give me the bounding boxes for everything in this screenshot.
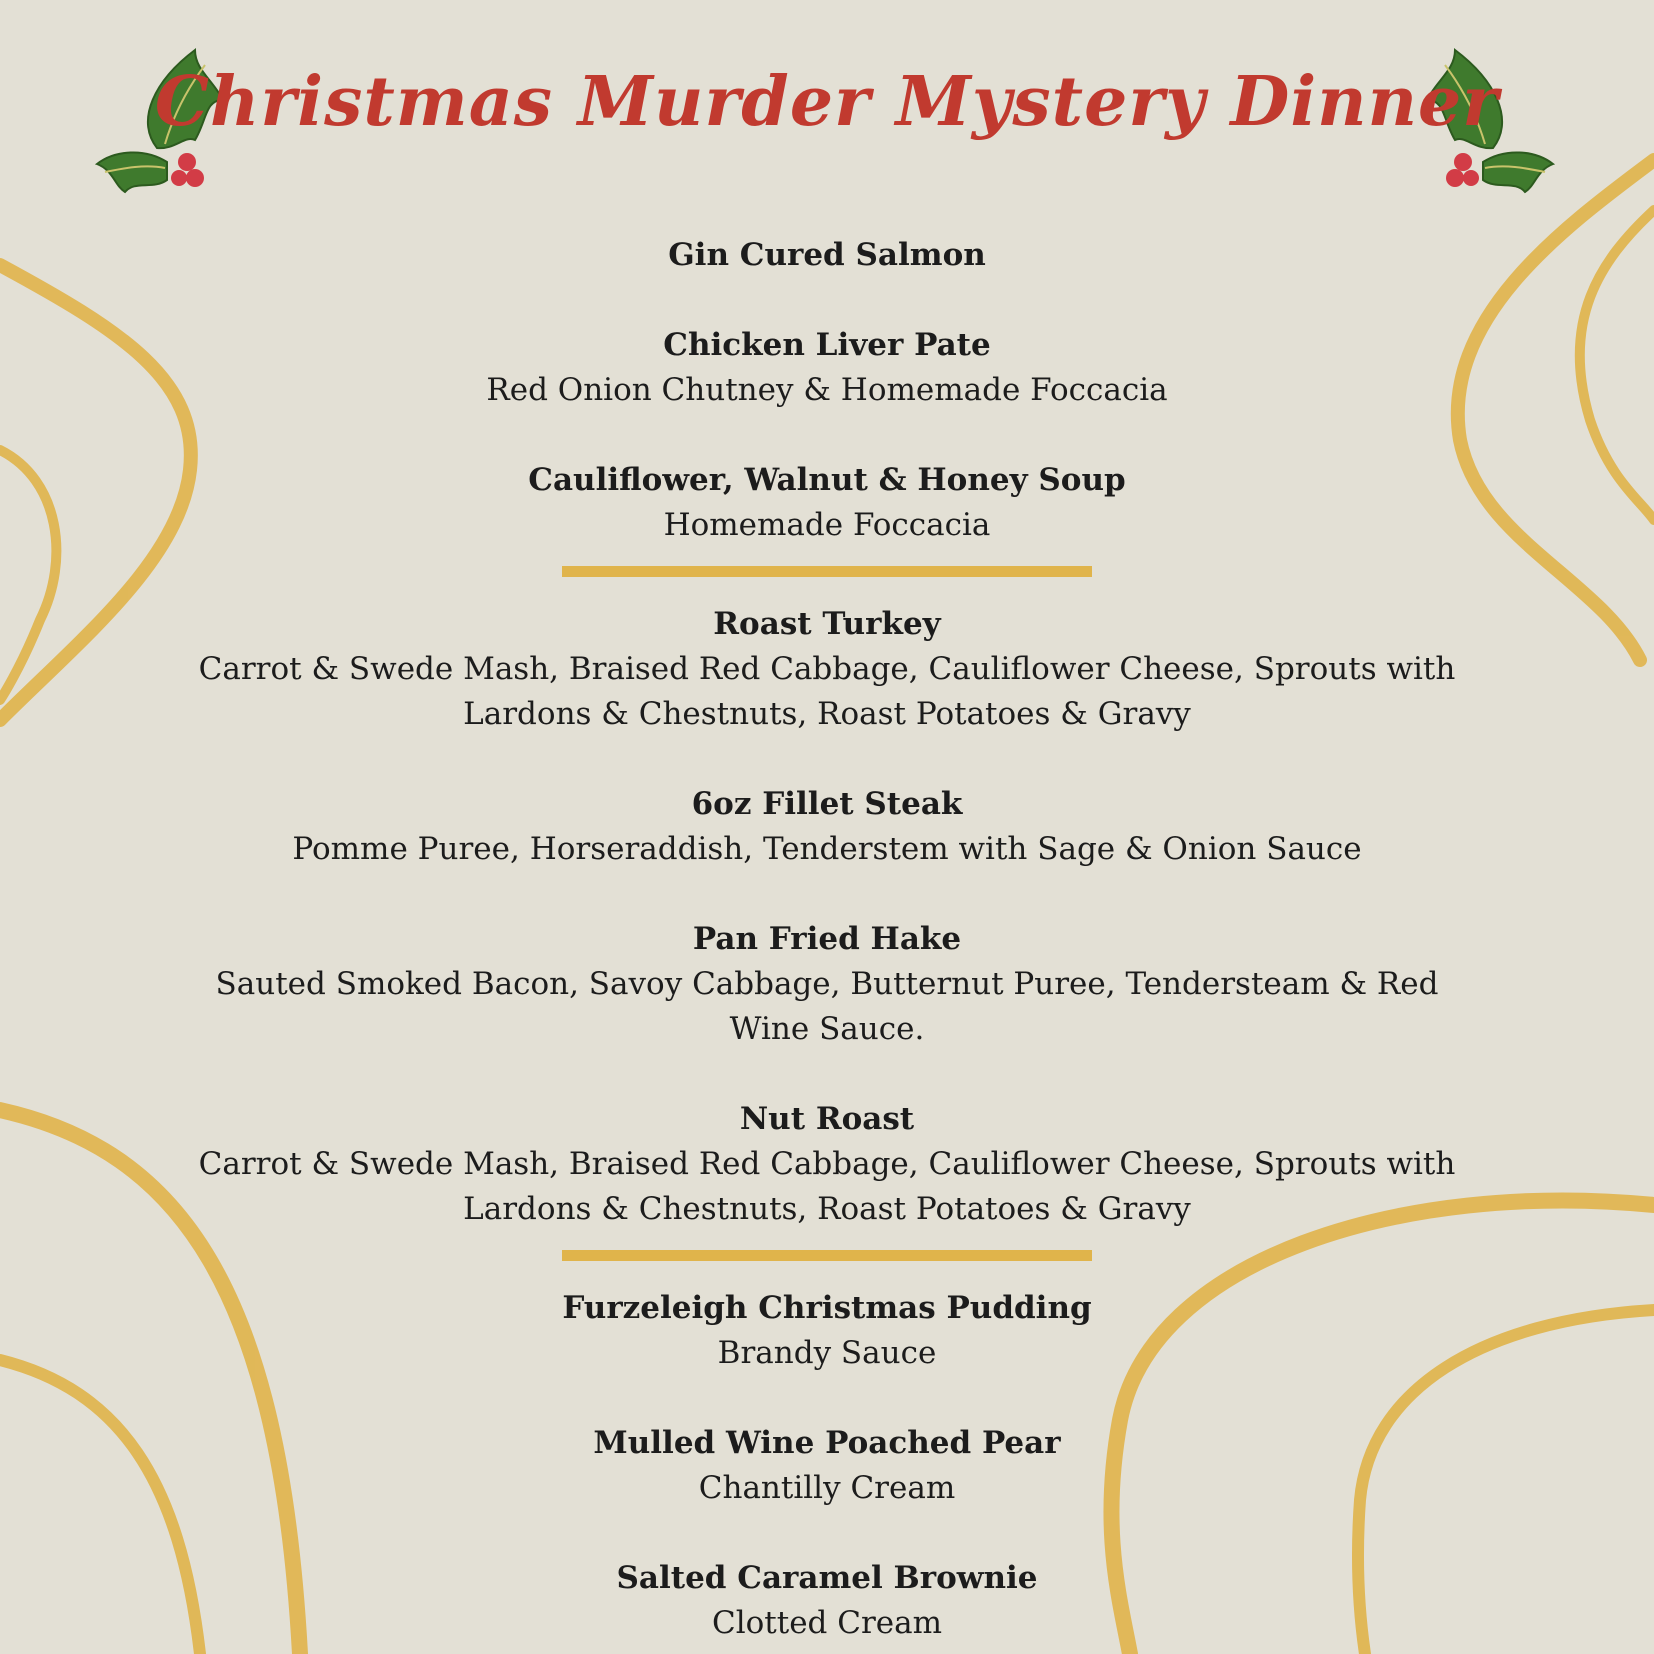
menu-item-description: Brandy Sauce	[717, 1335, 937, 1371]
menu-item-name: Furzeleigh Christmas Pudding	[562, 1290, 1092, 1326]
menu-item	[0, 1285, 1654, 1376]
menu-item-name: Gin Cured Salmon	[668, 237, 986, 273]
menu-item-name: Mulled Wine Poached Pear	[593, 1425, 1061, 1461]
menu-item-name: Pan Fried Hake	[692, 921, 962, 957]
menu-item	[0, 1555, 1654, 1646]
menu-item	[0, 781, 1654, 872]
menu-item-description: Carrot & Swede Mash, Braised Red Cabbage, Cauliflower Cheese, Sprouts with Lardons & Chestnuts, Roast Potatoes & Gravy	[198, 1146, 1456, 1227]
menu-item	[0, 1420, 1654, 1511]
menu-item-name: Roast Turkey	[713, 606, 941, 642]
menu-item-name: Nut Roast	[739, 1101, 915, 1137]
menu-item	[0, 916, 1654, 1052]
menu-item-description: Homemade Foccacia	[663, 507, 991, 543]
menu-item-description: Sauted Smoked Bacon, Savoy Cabbage, Butternut Puree, Tendersteam & Red Wine Sauce.	[215, 966, 1439, 1047]
menu-item-description: Pomme Puree, Horseraddish, Tenderstem with Sage & Onion Sauce	[292, 831, 1362, 867]
menu-item-description: Red Onion Chutney & Homemade Foccacia	[486, 372, 1168, 408]
menu-item	[0, 457, 1654, 548]
section-divider	[562, 1250, 1092, 1261]
menu-item-description: Chantilly Cream	[698, 1470, 956, 1506]
menu-item	[0, 232, 1654, 278]
section-divider	[562, 566, 1092, 577]
menu-list	[0, 232, 1654, 1646]
menu-item-name: Salted Caramel Brownie	[616, 1560, 1038, 1596]
menu-item-name: Chicken Liver Pate	[663, 327, 991, 363]
menu-item-name: Cauliflower, Walnut & Honey Soup	[528, 462, 1126, 498]
menu-item	[0, 601, 1654, 737]
menu-item-name: 6oz Fillet Steak	[691, 786, 963, 822]
menu-item-description: Carrot & Swede Mash, Braised Red Cabbage, Cauliflower Cheese, Sprouts with Lardons & Chestnuts, Roast Potatoes & Gravy	[198, 651, 1456, 732]
menu-item	[0, 322, 1654, 413]
menu-item-description: Clotted Cream	[711, 1605, 943, 1641]
page-title: Christmas Murder Mystery Dinner	[154, 62, 1500, 142]
menu-item	[0, 1096, 1654, 1232]
